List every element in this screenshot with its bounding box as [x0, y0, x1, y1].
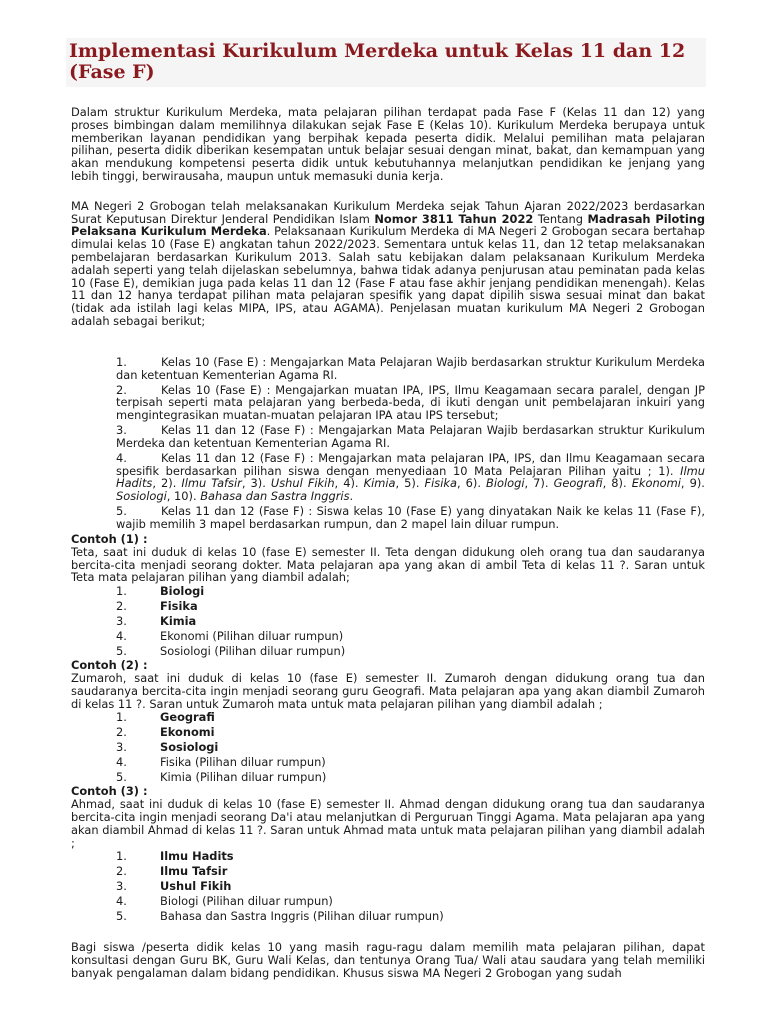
sep: , 4).	[334, 476, 364, 491]
subject: Ilmu Tafsir	[160, 864, 228, 879]
list-item	[116, 770, 706, 785]
text-span: MA Negeri 2 Grobogan telah melaksanakan Kurikulum Merdeka sejak Tahun Ajaran 2022/2023 berdasarkan Surat Keputusan Direktur Jenderal Pendidikan Islam	[71, 198, 705, 226]
list-item	[116, 864, 706, 879]
sep: , 10).	[166, 489, 201, 504]
list-number: 1.	[116, 849, 127, 864]
spacer	[66, 328, 706, 356]
example-subject-list	[66, 849, 706, 924]
list-number: 4.	[116, 894, 127, 909]
list-item	[116, 894, 706, 909]
list-item	[116, 644, 706, 659]
list-item	[116, 356, 705, 382]
list-number: 2.	[116, 382, 127, 397]
list-text: Kelas 11 dan 12 (Fase F) : Mengajarkan Mata Pelajaran Wajib berdasarkan struktur Kurikulum Merdeka dan ketentuan Kementerian Agama RI.	[116, 423, 705, 450]
list-item	[116, 755, 706, 770]
sep: , 5).	[395, 476, 425, 491]
subject: Kimia	[363, 476, 396, 491]
list-number: 5.	[116, 504, 127, 519]
subject: Ushul Fikih	[160, 879, 232, 894]
subject: Fisika	[424, 476, 457, 491]
list-number: 2.	[116, 864, 127, 879]
list-text: Kelas 11 dan 12 (Fase F) : Mengajarkan mata pelajaran IPA, IPS, dan Ilmu Keagamaan secara spesifik berdasarkan pilihan siswa dengan menyediaan 10 Mata Pelajaran Pilihan yaitu ; 1).	[116, 450, 705, 478]
list-item	[116, 710, 706, 725]
subject: Sosiologi (Pilihan diluar rumpun)	[160, 644, 346, 659]
list-number: 3.	[116, 614, 127, 629]
curriculum-list	[66, 356, 706, 531]
list-item	[116, 740, 706, 755]
closing-paragraph: Bagi siswa /peserta didik kelas 10 yang masih ragu-ragu dalam memilih mata pelajaran pilihan, dapat konsultasi dengan Guru BK, Guru Wali Kelas, dan tentunya Orang Tua/ Wali atau saudara yang telah memiliki banyak pengalaman dalam bidang pendidikan. Khusus siswa MA Negeri 2 Grobogan yang sudah	[71, 940, 705, 980]
list-number: 1.	[116, 710, 127, 725]
example-heading: Contoh (1) :	[71, 532, 148, 547]
list-item	[116, 584, 706, 599]
sep: .	[349, 489, 354, 504]
decree-title: Madrasah Piloting Pelaksana Kurikulum Merdeka	[71, 211, 705, 239]
intro-paragraph: Dalam struktur Kurikulum Merdeka, mata pelajaran pilihan terdapat pada Fase F (Kelas 11 dan 12) yang proses bimbingan dalam memilihnya dilakukan sejak Fase E (Kelas 10). Kurikulum Merdeka berupaya untuk memberikan layanan pendidikan yang berpihak kepada peserta didik. Melalui pemilihan mata pelajaran pilihan, peserta didik diberikan kesempatan untuk belajar sesuai dengan minat, bakat, dan kemampuan yang akan mendukung kompetensi peserta didik untuk kebutuhannya melanjutkan pendidikan ke jenjang yang lebih tinggi, berwirausaha, maupun untuk memasuki dunia kerja.	[71, 105, 705, 183]
list-item	[116, 505, 705, 531]
list-number: 5.	[116, 909, 127, 924]
implementation-paragraph	[71, 200, 705, 328]
list-number: 4.	[116, 450, 127, 465]
subject: Fisika	[160, 599, 198, 614]
sep: , 7).	[524, 476, 554, 491]
list-text: Kelas 11 dan 12 (Fase F) : Siswa kelas 10 (Fase E) yang dinyatakan Naik ke kelas 11 (Fase F), wajib memilih 3 mapel berdasarkan rumpun, dan 2 mapel lain diluar rumpun.	[116, 504, 705, 532]
example-subject-list	[66, 584, 706, 659]
subject: Ilmu Hadits	[116, 463, 705, 491]
list-item	[116, 424, 705, 450]
list-number: 2.	[116, 599, 127, 614]
subject: Ekonomi (Pilihan diluar rumpun)	[160, 629, 344, 644]
list-number: 3.	[116, 740, 127, 755]
list-item	[116, 725, 706, 740]
subject: Ilmu Hadits	[160, 849, 234, 864]
example-text: Ahmad, saat ini duduk di kelas 10 (fase E) semester II. Ahmad dengan didukung orang tua dan saudaranya bercita-cita ingin menjadi seorang Da'i atau melanjutkan di Perguruan Tinggi Agama. Mata pelajaran apa yang akan diambil Ahmad di kelas 11 ?. Saran untuk Ahmad mata untuk mata pelajaran pilihan yang diambil adalah ;	[71, 797, 705, 850]
list-item	[116, 909, 706, 924]
sep: , 8).	[602, 476, 632, 491]
example-subject-list	[66, 710, 706, 785]
subject: Biologi	[486, 476, 525, 491]
sep: , 6).	[456, 476, 487, 491]
example-heading: Contoh (3) :	[71, 784, 148, 799]
list-number: 5.	[116, 644, 127, 659]
subject: Geografi	[553, 476, 603, 491]
subject: Bahasa dan Sastra Inggris (Pilihan diluar rumpun)	[160, 909, 444, 924]
list-number: 4.	[116, 629, 127, 644]
list-item	[116, 384, 705, 422]
subject: Fisika (Pilihan diluar rumpun)	[160, 755, 326, 770]
list-number: 1.	[116, 584, 127, 599]
subject: Biologi (Pilihan diluar rumpun)	[160, 894, 333, 909]
list-number: 4.	[116, 755, 127, 770]
subject: Ilmu Tafsir	[181, 476, 242, 491]
sep: , 2).	[152, 476, 182, 491]
subject: Sosiologi	[116, 489, 167, 504]
list-text: Kelas 10 (Fase E) : Mengajarkan muatan IPA, IPS, Ilmu Keagamaan secara paralel, dengan JP terpisah seperti mata pelajaran yang berbeda-beda, di ikuti dengan unit pembelajaran inkuiri yang mengintegrasikan muatan-muatan pelajaran IPA atau IPS tersebut;	[116, 382, 705, 423]
list-number: 1.	[116, 354, 127, 369]
text-span: . Pelaksanaan Kurikulum Merdeka di MA Negeri 2 Grobogan secara bertahap dimulai kelas 10 (Fase E) angkatan tahun 2022/2023. Sementara untuk kelas 11, dan 12 tetap melaksanakan pembelajaran berdasarkan Kurikulum 2013. Salah satu kebijakan dalam pelaksanaan Kurikulum Merdeka adalah seperti yang telah dijelaskan sebelumnya, bahwa tidak adanya penjurusan atau peminatan pada kelas 10 (Fase E), demikian juga pada kelas 11 dan 12 (Fase F atau fase akhir jenjang pendidikan menengah). Kelas 11 dan 12 hanya terdapat pilihan mata pelajaran spesifik yang dapat dipilih siswa sesuai minat dan bakat (tidak ada istilah lagi kelas MIPA, IPS, atau AGAMA). Penjelasan muatan kurikulum MA Negeri 2 Grobogan adalah sebagai berikut;	[71, 224, 705, 328]
example-heading: Contoh (2) :	[71, 658, 148, 673]
text-span: Tentang	[533, 211, 588, 226]
page-title: Implementasi Kurikulum Merdeka untuk Kelas 11 dan 12 (Fase F)	[66, 38, 706, 87]
subject: Kimia	[160, 614, 197, 629]
list-number: 5.	[116, 770, 127, 785]
list-item	[116, 614, 706, 629]
subject: Biologi	[160, 584, 205, 599]
list-item	[116, 849, 706, 864]
list-text: Kelas 10 (Fase E) : Mengajarkan Mata Pelajaran Wajib berdasarkan struktur Kurikulum Merdeka dan ketentuan Kementerian Agama RI.	[116, 354, 705, 382]
decree-number: Nomor 3811 Tahun 2022	[374, 211, 534, 226]
list-number: 3.	[116, 423, 127, 438]
subject: Kimia (Pilihan diluar rumpun)	[160, 770, 327, 785]
sep: , 9).	[680, 476, 705, 491]
list-item	[116, 599, 706, 614]
example-text: Teta, saat ini duduk di kelas 10 (fase E) semester II. Teta dengan didukung oleh orang tua dan saudaranya bercita-cita menjadi seorang dokter. Mata pelajaran apa yang akan di ambil Teta di kelas 11 ?. Saran untuk Teta mata pelajaran pilihan yang diambil adalah;	[71, 544, 705, 585]
list-item	[116, 452, 705, 503]
list-number: 2.	[116, 725, 127, 740]
subject: Bahasa dan Sastra Inggris	[200, 489, 350, 504]
subject: Ekonomi	[631, 476, 681, 491]
subject: Sosiologi	[160, 740, 219, 755]
subject: Geografi	[160, 710, 215, 725]
subject: Ekonomi	[160, 725, 215, 740]
document-page	[66, 38, 706, 980]
list-item	[116, 629, 706, 644]
sep: , 3).	[241, 476, 271, 491]
subject: Ushul Fikih	[270, 476, 335, 491]
list-number: 3.	[116, 879, 127, 894]
example-text: Zumaroh, saat ini duduk di kelas 10 (fase E) semester II. Zumaroh dengan didukung orang tua dan saudaranya bercita-cita ingin menjadi seorang guru Geografi. Mata pelajaran apa yang akan diambil Zumaroh di kelas 11 ?. Saran untuk Zumaroh mata untuk mata pelajaran pilihan yang diambil adalah ;	[71, 671, 705, 711]
list-item	[116, 879, 706, 894]
